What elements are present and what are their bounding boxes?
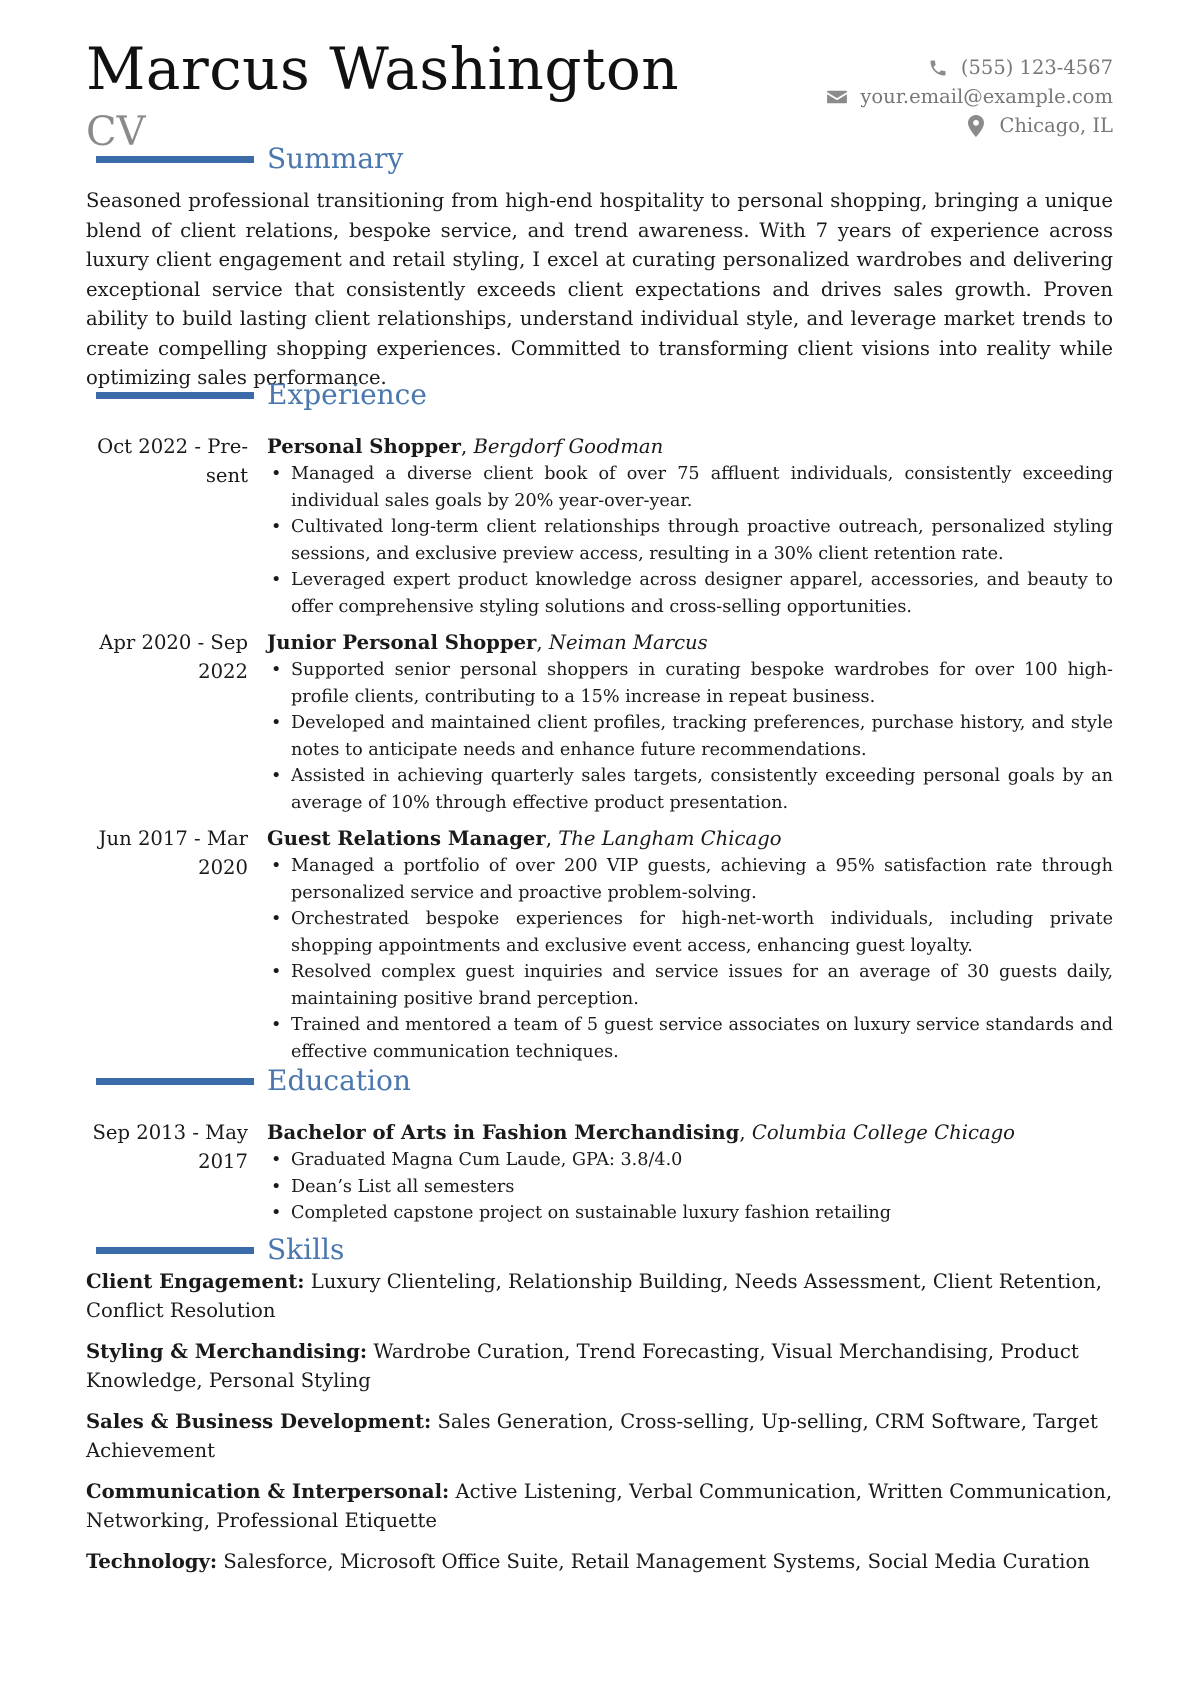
job-title: Personal Shopper <box>267 435 461 458</box>
employer: Bergdorf Goodman <box>473 435 664 458</box>
bullet-item: • Dean’s List all semesters <box>291 1174 1113 1201</box>
institution: Columbia College Chicago <box>751 1121 1015 1144</box>
summary-section-heading <box>86 142 1113 176</box>
job-title: Guest Relations Manager <box>267 827 546 850</box>
section-accent-bar <box>96 156 254 163</box>
skill-group <box>86 1547 1113 1576</box>
section-title: Skills <box>267 1233 345 1266</box>
section-accent-bar <box>96 392 254 399</box>
employer: The Langham Chicago <box>558 827 782 850</box>
degree-title: Bachelor of Arts in Fashion Merchandising <box>267 1121 740 1144</box>
experience-section-heading <box>86 378 1113 412</box>
entry-heading: Guest Relations Manager, The Langham Chicago <box>267 827 782 850</box>
entry-date: Apr 2020 - Sep 2022 <box>99 631 248 683</box>
skill-group <box>86 1337 1113 1395</box>
entry-date: Sep 2013 - May 2017 <box>92 1121 248 1173</box>
bullet-item: • Managed a diverse client book of over 75 affluent individuals, consistently exceeding individual sales goals by 20% year-over-year. <box>291 461 1113 514</box>
section-accent-bar <box>96 1078 254 1085</box>
skill-values: Salesforce, Microsoft Office Suite, Retail Management Systems, Social Media Curation <box>223 1550 1090 1573</box>
employer: Neiman Marcus <box>548 631 708 654</box>
entry-date: Jun 2017 - Mar 2020 <box>98 827 248 879</box>
entry-bullets <box>267 853 1113 1065</box>
bullet-item: • Developed and maintained client profiles, tracking preferences, purchase history, and style notes to anticipate needs and enhance future recommendations. <box>291 710 1113 763</box>
skill-category: Communication & Interpersonal: <box>86 1480 450 1503</box>
phone-number[interactable]: (555) 123-4567 <box>960 56 1113 79</box>
skill-category: Client Engagement: <box>86 1270 305 1293</box>
skill-group <box>86 1267 1113 1325</box>
entry-heading: Personal Shopper, Bergdorf Goodman <box>267 435 664 458</box>
contact-info <box>826 53 1113 140</box>
section-title: Education <box>267 1064 411 1097</box>
cv-page <box>86 0 1113 1683</box>
bullet-item: • Trained and mentored a team of 5 guest service associates on luxury service standards and effective communication techniques. <box>291 1012 1113 1065</box>
envelope-icon <box>826 86 848 108</box>
entry-bullets <box>267 657 1113 816</box>
skill-category: Technology: <box>86 1550 218 1573</box>
email-address[interactable]: your.email@example.com <box>860 85 1113 108</box>
entry-heading: Junior Personal Shopper, Neiman Marcus <box>267 631 708 654</box>
skills-section-heading <box>86 1233 1113 1267</box>
education-section-heading <box>86 1064 1113 1098</box>
contact-email <box>826 82 1113 111</box>
bullet-item: • Cultivated long-term client relationships through proactive outreach, personalized styling sessions, and exclusive preview access, resulting in a 30% client retention rate. <box>291 514 1113 567</box>
map-pin-icon <box>965 115 987 137</box>
entry-heading: Bachelor of Arts in Fashion Merchandising, Columbia College Chicago <box>267 1121 1015 1144</box>
job-title: Junior Personal Shopper <box>267 631 537 654</box>
bullet-item: • Supported senior personal shoppers in curating bespoke wardrobes for over 100 high-profile clients, contributing to a 15% increase in repeat business. <box>291 657 1113 710</box>
bullet-item: • Leveraged expert product knowledge across designer apparel, accessories, and beauty to offer comprehensive styling solutions and cross-selling opportunities. <box>291 567 1113 620</box>
contact-phone <box>826 53 1113 82</box>
skill-values: Luxury Clienteling, Relationship Building, Needs Assessment, Client Retention, Conflict Resolution <box>86 1270 1102 1322</box>
section-title: Experience <box>267 378 427 411</box>
bullet-item: • Assisted in achieving quarterly sales targets, consistently exceeding personal goals by an average of 10% through effective product presentation. <box>291 763 1113 816</box>
skill-values: Sales Generation, Cross-selling, Up-selling, CRM Software, Target Achievement <box>86 1410 1098 1462</box>
bullet-item: • Graduated Magna Cum Laude, GPA: 3.8/4.0 <box>291 1147 1113 1174</box>
bullet-item: • Resolved complex guest inquiries and service issues for an average of 30 guests daily, maintaining positive brand perception. <box>291 959 1113 1012</box>
contact-location <box>826 111 1113 140</box>
bullet-item: • Managed a portfolio of over 200 VIP guests, achieving a 95% satisfaction rate through personalized service and proactive problem-solving. <box>291 853 1113 906</box>
skill-values: Active Listening, Verbal Communication, Written Communication, Networking, Professional Etiquette <box>86 1480 1113 1532</box>
entry-bullets <box>267 461 1113 620</box>
skill-category: Sales & Business Development: <box>86 1410 432 1433</box>
summary-text: Seasoned professional transitioning from high-end hospitality to personal shopping, bringing a unique blend of client relations, bespoke service, and trend awareness. With 7 years of experience across luxury client engagement and retail styling, I excel at curating personalized wardrobes and delivering exceptional service that consistently exceeds client expectations and drives sales growth. Proven ability to build lasting client relationships, understand individual style, and leverage market trends to create compelling shopping experiences. Committed to transforming client visions into reality while optimizing sales performance. <box>86 189 1113 389</box>
entry-bullets <box>267 1147 1113 1227</box>
document-subtitle: CV <box>86 109 146 155</box>
section-title: Summary <box>267 142 404 175</box>
location-text: Chicago, IL <box>999 114 1113 137</box>
section-accent-bar <box>96 1247 254 1254</box>
skill-values: Wardrobe Curation, Trend Forecasting, Visual Merchandising, Product Knowledge, Personal Styling <box>86 1340 1079 1392</box>
bullet-item: • Completed capstone project on sustainable luxury fashion retailing <box>291 1200 1113 1227</box>
phone-icon <box>927 57 949 79</box>
skill-group <box>86 1407 1113 1465</box>
skill-category: Styling & Merchandising: <box>86 1340 368 1363</box>
candidate-name: Marcus Washington <box>86 35 680 103</box>
bullet-item: • Orchestrated bespoke experiences for high-net-worth individuals, including private shopping appointments and exclusive event access, enhancing guest loyalty. <box>291 906 1113 959</box>
entry-date: Oct 2022 - Pre- sent <box>97 435 248 487</box>
skill-group <box>86 1477 1113 1535</box>
skills-list <box>86 1267 1113 1588</box>
